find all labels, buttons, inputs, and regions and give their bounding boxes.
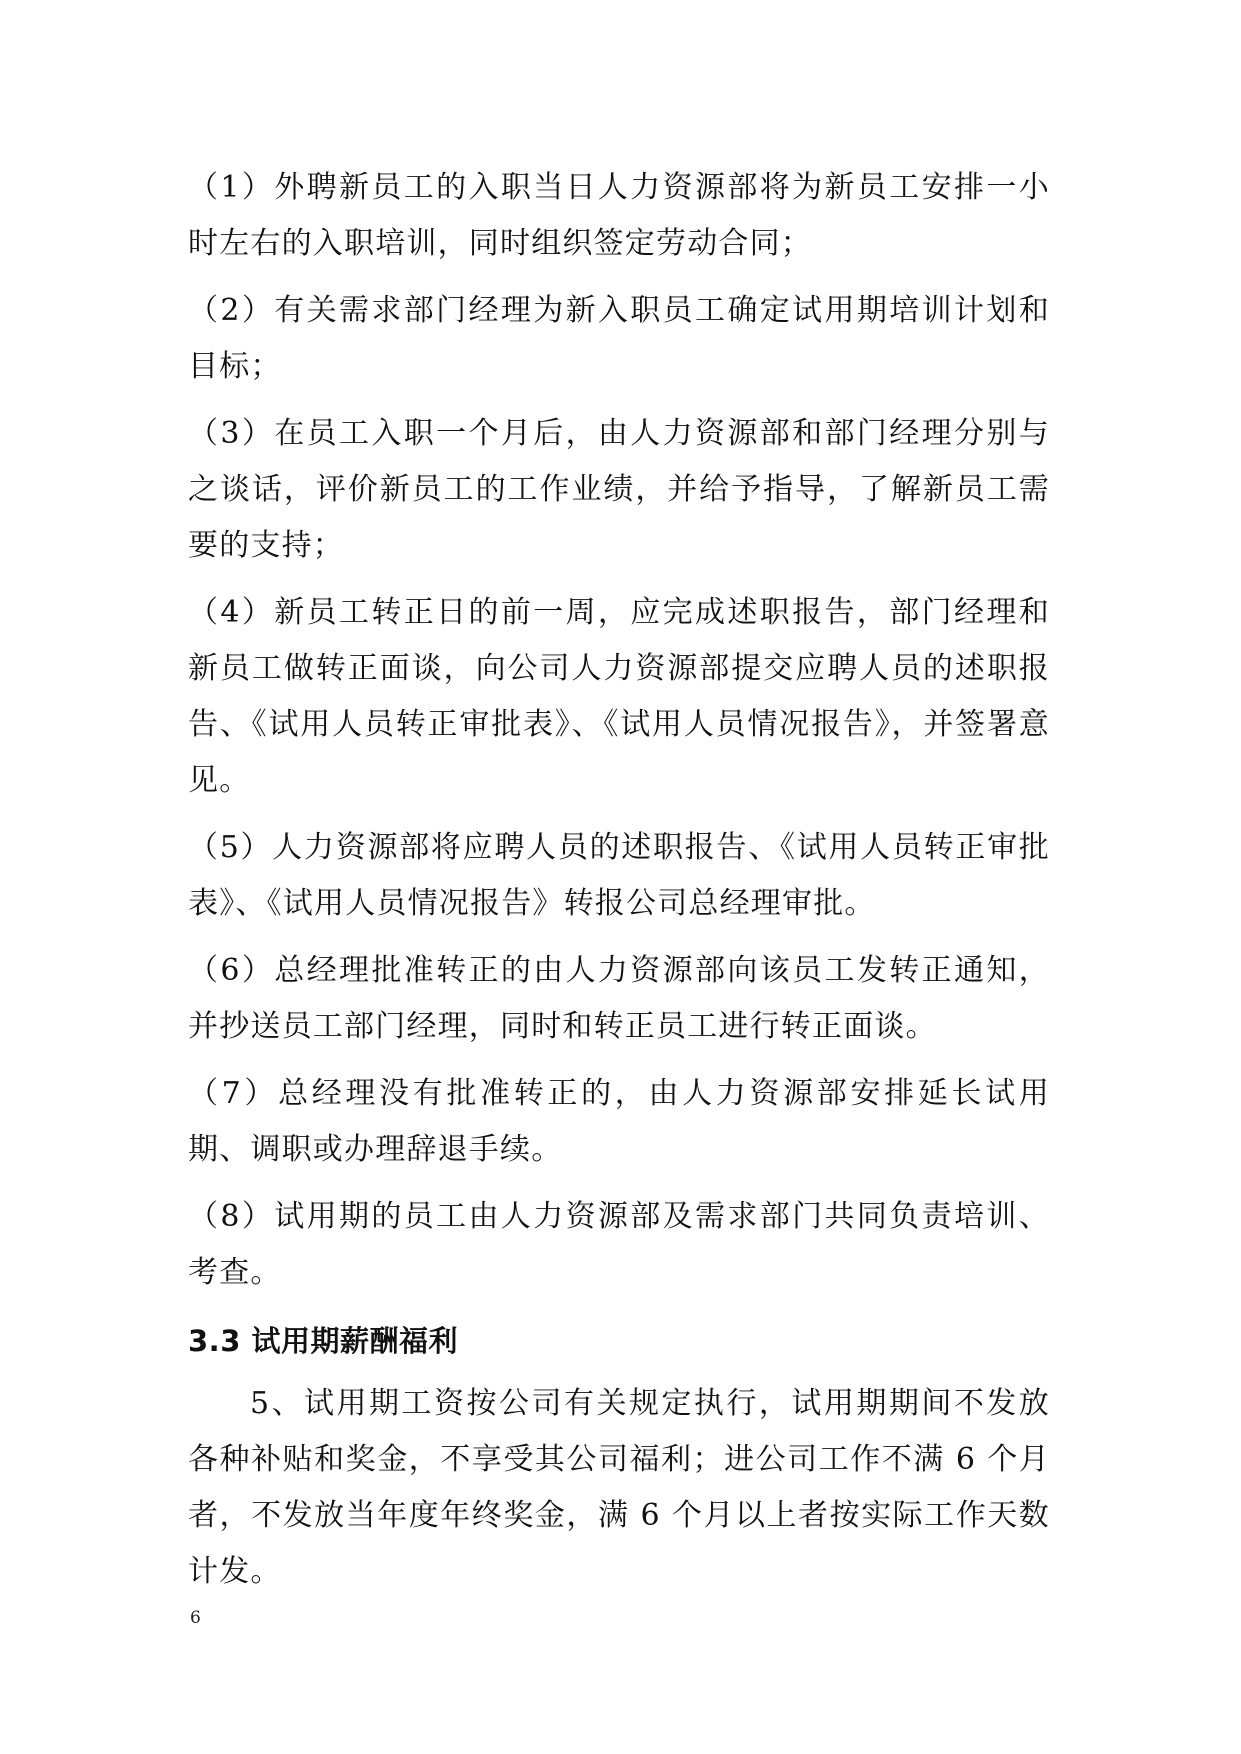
section-heading: 3.3 试用期薪酬福利 bbox=[188, 1324, 458, 1358]
paragraph-2: （2）有关需求部门经理为新入职员工确定试用期培训计划和目标； bbox=[188, 293, 1050, 384]
document-body bbox=[188, 160, 1050, 1611]
paragraph-8: （8）试用期的员工由人力资源部及需求部门共同负责培训、考查。 bbox=[188, 1199, 1050, 1290]
paragraph-5: （5）人力资源部将应聘人员的述职报告、《试用人员转正审批表》、《试用人员情况报告》转报公司总经理审批。 bbox=[188, 830, 1050, 921]
paragraph-1: （1）外聘新员工的入职当日人力资源部将为新员工安排一小时左右的入职培训，同时组织签定劳动合同； bbox=[188, 170, 1050, 261]
paragraph-6: （6）总经理批准转正的由人力资源部向该员工发转正通知，并抄送员工部门经理，同时和转正员工进行转正面谈。 bbox=[188, 953, 1050, 1044]
page-number: 6 bbox=[190, 1608, 201, 1628]
paragraph-3: （3）在员工入职一个月后，由人力资源部和部门经理分别与之谈话，评价新员工的工作业绩，并给予指导，了解新员工需要的支持； bbox=[188, 416, 1050, 563]
section-body: 5、试用期工资按公司有关规定执行，试用期期间不发放各种补贴和奖金，不享受其公司福利；进公司工作不满 6 个月者，不发放当年度年终奖金，满 6 个月以上者按实际工作天数计发。 bbox=[188, 1386, 1050, 1589]
paragraph-4: （4）新员工转正日的前一周，应完成述职报告，部门经理和新员工做转正面谈，向公司人力资源部提交应聘人员的述职报告、《试用人员转正审批表》、《试用人员情况报告》，并签署意见。 bbox=[188, 595, 1050, 798]
paragraph-7: （7）总经理没有批准转正的，由人力资源部安排延长试用期、调职或办理辞退手续。 bbox=[188, 1076, 1050, 1167]
